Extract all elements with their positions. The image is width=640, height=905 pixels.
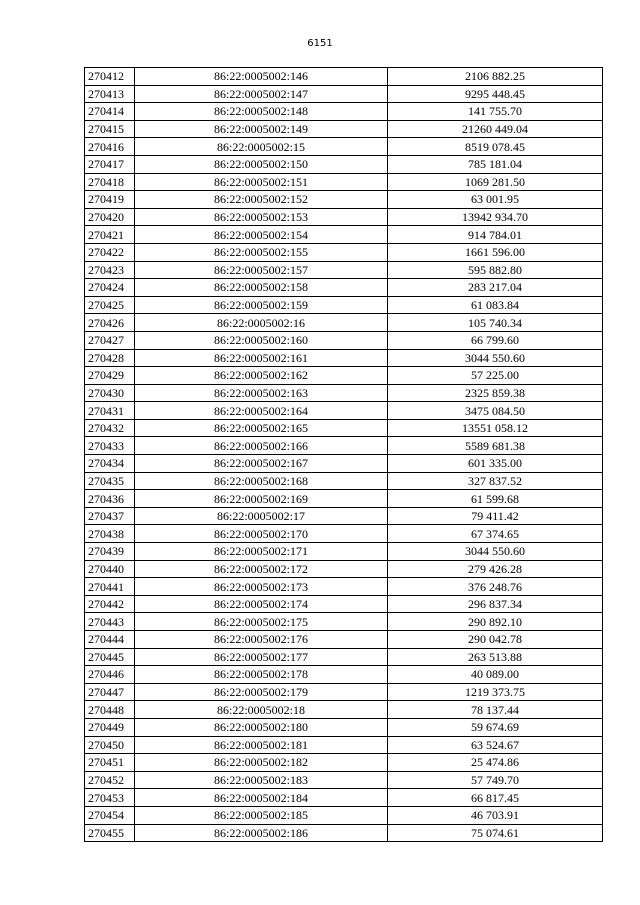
cadastral-value-cell: 1661 596.00 bbox=[388, 243, 603, 261]
row-number-cell: 270443 bbox=[85, 613, 135, 631]
cadastral-number-cell: 86:22:0005002:159 bbox=[135, 296, 388, 314]
table-row bbox=[85, 543, 603, 561]
cadastral-number-cell: 86:22:0005002:178 bbox=[135, 666, 388, 684]
cadastral-number-cell: 86:22:0005002:172 bbox=[135, 560, 388, 578]
table-row bbox=[85, 68, 603, 86]
table-row bbox=[85, 631, 603, 649]
row-number-cell: 270454 bbox=[85, 806, 135, 824]
cadastral-value-cell: 601 335.00 bbox=[388, 455, 603, 473]
cadastral-number-cell: 86:22:0005002:173 bbox=[135, 578, 388, 596]
row-number-cell: 270427 bbox=[85, 331, 135, 349]
cadastral-value-cell: 9295 448.45 bbox=[388, 85, 603, 103]
cadastral-value-cell: 290 892.10 bbox=[388, 613, 603, 631]
cadastral-number-cell: 86:22:0005002:163 bbox=[135, 384, 388, 402]
cadastral-number-cell: 86:22:0005002:186 bbox=[135, 824, 388, 842]
cadastral-value-cell: 3044 550.60 bbox=[388, 349, 603, 367]
page-number: 6151 bbox=[307, 38, 333, 49]
cadastral-value-cell: 290 042.78 bbox=[388, 631, 603, 649]
table-row bbox=[85, 331, 603, 349]
table-row bbox=[85, 419, 603, 437]
table-row bbox=[85, 226, 603, 244]
cadastral-value-cell: 2106 882.25 bbox=[388, 68, 603, 86]
row-number-cell: 270452 bbox=[85, 771, 135, 789]
cadastral-value-cell: 1219 373.75 bbox=[388, 683, 603, 701]
cadastral-number-cell: 86:22:0005002:16 bbox=[135, 314, 388, 332]
table-row bbox=[85, 243, 603, 261]
cadastral-value-cell: 63 001.95 bbox=[388, 191, 603, 209]
row-number-cell: 270432 bbox=[85, 419, 135, 437]
row-number-cell: 270453 bbox=[85, 789, 135, 807]
cadastral-number-cell: 86:22:0005002:155 bbox=[135, 243, 388, 261]
table-row bbox=[85, 120, 603, 138]
row-number-cell: 270424 bbox=[85, 279, 135, 297]
row-number-cell: 270428 bbox=[85, 349, 135, 367]
cadastral-number-cell: 86:22:0005002:146 bbox=[135, 68, 388, 86]
row-number-cell: 270448 bbox=[85, 701, 135, 719]
table-row bbox=[85, 736, 603, 754]
cadastral-number-cell: 86:22:0005002:166 bbox=[135, 437, 388, 455]
table-body bbox=[85, 68, 603, 842]
table-row bbox=[85, 261, 603, 279]
cadastral-number-cell: 86:22:0005002:171 bbox=[135, 543, 388, 561]
cadastral-number-cell: 86:22:0005002:168 bbox=[135, 472, 388, 490]
cadastral-number-cell: 86:22:0005002:158 bbox=[135, 279, 388, 297]
cadastral-number-cell: 86:22:0005002:160 bbox=[135, 331, 388, 349]
row-number-cell: 270419 bbox=[85, 191, 135, 209]
table-row bbox=[85, 367, 603, 385]
row-number-cell: 270431 bbox=[85, 402, 135, 420]
row-number-cell: 270455 bbox=[85, 824, 135, 842]
cadastral-number-cell: 86:22:0005002:164 bbox=[135, 402, 388, 420]
table-row bbox=[85, 578, 603, 596]
cadastral-value-cell: 8519 078.45 bbox=[388, 138, 603, 156]
row-number-cell: 270439 bbox=[85, 543, 135, 561]
table-row bbox=[85, 507, 603, 525]
cadastral-number-cell: 86:22:0005002:170 bbox=[135, 525, 388, 543]
cadastral-value-cell: 914 784.01 bbox=[388, 226, 603, 244]
table-row bbox=[85, 191, 603, 209]
table-row bbox=[85, 208, 603, 226]
table-row bbox=[85, 155, 603, 173]
cadastral-number-cell: 86:22:0005002:176 bbox=[135, 631, 388, 649]
cadastral-value-cell: 785 181.04 bbox=[388, 155, 603, 173]
cadastral-number-cell: 86:22:0005002:182 bbox=[135, 754, 388, 772]
cadastral-value-cell: 21260 449.04 bbox=[388, 120, 603, 138]
cadastral-value-cell: 66 817.45 bbox=[388, 789, 603, 807]
cadastral-value-cell: 3044 550.60 bbox=[388, 543, 603, 561]
cadastral-number-cell: 86:22:0005002:162 bbox=[135, 367, 388, 385]
cadastral-number-cell: 86:22:0005002:17 bbox=[135, 507, 388, 525]
cadastral-value-cell: 79 411.42 bbox=[388, 507, 603, 525]
table-row bbox=[85, 683, 603, 701]
cadastral-value-cell: 296 837.34 bbox=[388, 595, 603, 613]
table-row bbox=[85, 296, 603, 314]
row-number-cell: 270441 bbox=[85, 578, 135, 596]
cadastral-value-cell: 263 513.88 bbox=[388, 648, 603, 666]
row-number-cell: 270433 bbox=[85, 437, 135, 455]
cadastral-value-cell: 40 089.00 bbox=[388, 666, 603, 684]
row-number-cell: 270437 bbox=[85, 507, 135, 525]
row-number-cell: 270430 bbox=[85, 384, 135, 402]
cadastral-value-cell: 66 799.60 bbox=[388, 331, 603, 349]
cadastral-value-cell: 46 703.91 bbox=[388, 806, 603, 824]
table-row bbox=[85, 103, 603, 121]
cadastral-number-cell: 86:22:0005002:175 bbox=[135, 613, 388, 631]
cadastral-value-cell: 105 740.34 bbox=[388, 314, 603, 332]
cadastral-number-cell: 86:22:0005002:154 bbox=[135, 226, 388, 244]
row-number-cell: 270444 bbox=[85, 631, 135, 649]
cadastral-value-cell: 57 749.70 bbox=[388, 771, 603, 789]
row-number-cell: 270413 bbox=[85, 85, 135, 103]
row-number-cell: 270425 bbox=[85, 296, 135, 314]
table-row bbox=[85, 490, 603, 508]
table-row bbox=[85, 279, 603, 297]
cadastral-number-cell: 86:22:0005002:177 bbox=[135, 648, 388, 666]
cadastral-number-cell: 86:22:0005002:179 bbox=[135, 683, 388, 701]
row-number-cell: 270422 bbox=[85, 243, 135, 261]
row-number-cell: 270423 bbox=[85, 261, 135, 279]
cadastral-value-cell: 75 074.61 bbox=[388, 824, 603, 842]
table-row bbox=[85, 666, 603, 684]
cadastral-number-cell: 86:22:0005002:151 bbox=[135, 173, 388, 191]
cadastral-value-cell: 2325 859.38 bbox=[388, 384, 603, 402]
row-number-cell: 270414 bbox=[85, 103, 135, 121]
table-row bbox=[85, 173, 603, 191]
cadastral-number-cell: 86:22:0005002:149 bbox=[135, 120, 388, 138]
cadastral-value-cell: 67 374.65 bbox=[388, 525, 603, 543]
row-number-cell: 270438 bbox=[85, 525, 135, 543]
cadastral-number-cell: 86:22:0005002:169 bbox=[135, 490, 388, 508]
table-row bbox=[85, 525, 603, 543]
cadastral-number-cell: 86:22:0005002:180 bbox=[135, 718, 388, 736]
table-row bbox=[85, 560, 603, 578]
table-row bbox=[85, 138, 603, 156]
table-row bbox=[85, 349, 603, 367]
cadastral-number-cell: 86:22:0005002:147 bbox=[135, 85, 388, 103]
row-number-cell: 270435 bbox=[85, 472, 135, 490]
cadastral-value-cell: 279 426.28 bbox=[388, 560, 603, 578]
table-row bbox=[85, 85, 603, 103]
cadastral-number-cell: 86:22:0005002:184 bbox=[135, 789, 388, 807]
row-number-cell: 270440 bbox=[85, 560, 135, 578]
cadastral-value-cell: 61 083.84 bbox=[388, 296, 603, 314]
cadastral-value-cell: 59 674.69 bbox=[388, 718, 603, 736]
cadastral-value-cell: 595 882.80 bbox=[388, 261, 603, 279]
row-number-cell: 270442 bbox=[85, 595, 135, 613]
cadastral-number-cell: 86:22:0005002:165 bbox=[135, 419, 388, 437]
cadastral-value-cell: 61 599.68 bbox=[388, 490, 603, 508]
cadastral-number-cell: 86:22:0005002:148 bbox=[135, 103, 388, 121]
cadastral-value-cell: 57 225.00 bbox=[388, 367, 603, 385]
row-number-cell: 270417 bbox=[85, 155, 135, 173]
row-number-cell: 270450 bbox=[85, 736, 135, 754]
cadastral-value-cell: 376 248.76 bbox=[388, 578, 603, 596]
row-number-cell: 270416 bbox=[85, 138, 135, 156]
cadastral-number-cell: 86:22:0005002:174 bbox=[135, 595, 388, 613]
row-number-cell: 270445 bbox=[85, 648, 135, 666]
table-row bbox=[85, 613, 603, 631]
cadastral-value-cell: 78 137.44 bbox=[388, 701, 603, 719]
cadastral-value-cell: 13551 058.12 bbox=[388, 419, 603, 437]
cadastral-number-cell: 86:22:0005002:157 bbox=[135, 261, 388, 279]
cadastral-value-table bbox=[84, 67, 603, 842]
row-number-cell: 270436 bbox=[85, 490, 135, 508]
cadastral-value-cell: 141 755.70 bbox=[388, 103, 603, 121]
table-row bbox=[85, 402, 603, 420]
table-row bbox=[85, 824, 603, 842]
row-number-cell: 270418 bbox=[85, 173, 135, 191]
row-number-cell: 270446 bbox=[85, 666, 135, 684]
cadastral-value-cell: 1069 281.50 bbox=[388, 173, 603, 191]
cadastral-value-cell: 283 217.04 bbox=[388, 279, 603, 297]
table-row bbox=[85, 701, 603, 719]
row-number-cell: 270434 bbox=[85, 455, 135, 473]
table-row bbox=[85, 472, 603, 490]
table-row bbox=[85, 455, 603, 473]
row-number-cell: 270449 bbox=[85, 718, 135, 736]
table-row bbox=[85, 806, 603, 824]
cadastral-value-cell: 5589 681.38 bbox=[388, 437, 603, 455]
cadastral-value-cell: 327 837.52 bbox=[388, 472, 603, 490]
cadastral-number-cell: 86:22:0005002:161 bbox=[135, 349, 388, 367]
table-row bbox=[85, 718, 603, 736]
row-number-cell: 270420 bbox=[85, 208, 135, 226]
cadastral-number-cell: 86:22:0005002:150 bbox=[135, 155, 388, 173]
table-row bbox=[85, 384, 603, 402]
cadastral-value-cell: 13942 934.70 bbox=[388, 208, 603, 226]
row-number-cell: 270415 bbox=[85, 120, 135, 138]
row-number-cell: 270412 bbox=[85, 68, 135, 86]
row-number-cell: 270426 bbox=[85, 314, 135, 332]
table-row bbox=[85, 648, 603, 666]
table-row bbox=[85, 437, 603, 455]
table-row bbox=[85, 754, 603, 772]
table-row bbox=[85, 771, 603, 789]
row-number-cell: 270421 bbox=[85, 226, 135, 244]
cadastral-value-cell: 63 524.67 bbox=[388, 736, 603, 754]
table-row bbox=[85, 789, 603, 807]
cadastral-number-cell: 86:22:0005002:15 bbox=[135, 138, 388, 156]
cadastral-number-cell: 86:22:0005002:18 bbox=[135, 701, 388, 719]
cadastral-number-cell: 86:22:0005002:185 bbox=[135, 806, 388, 824]
cadastral-number-cell: 86:22:0005002:152 bbox=[135, 191, 388, 209]
cadastral-value-cell: 3475 084.50 bbox=[388, 402, 603, 420]
cadastral-value-cell: 25 474.86 bbox=[388, 754, 603, 772]
row-number-cell: 270451 bbox=[85, 754, 135, 772]
cadastral-number-cell: 86:22:0005002:183 bbox=[135, 771, 388, 789]
row-number-cell: 270447 bbox=[85, 683, 135, 701]
table-row bbox=[85, 314, 603, 332]
cadastral-number-cell: 86:22:0005002:167 bbox=[135, 455, 388, 473]
row-number-cell: 270429 bbox=[85, 367, 135, 385]
cadastral-number-cell: 86:22:0005002:181 bbox=[135, 736, 388, 754]
table-row bbox=[85, 595, 603, 613]
cadastral-number-cell: 86:22:0005002:153 bbox=[135, 208, 388, 226]
